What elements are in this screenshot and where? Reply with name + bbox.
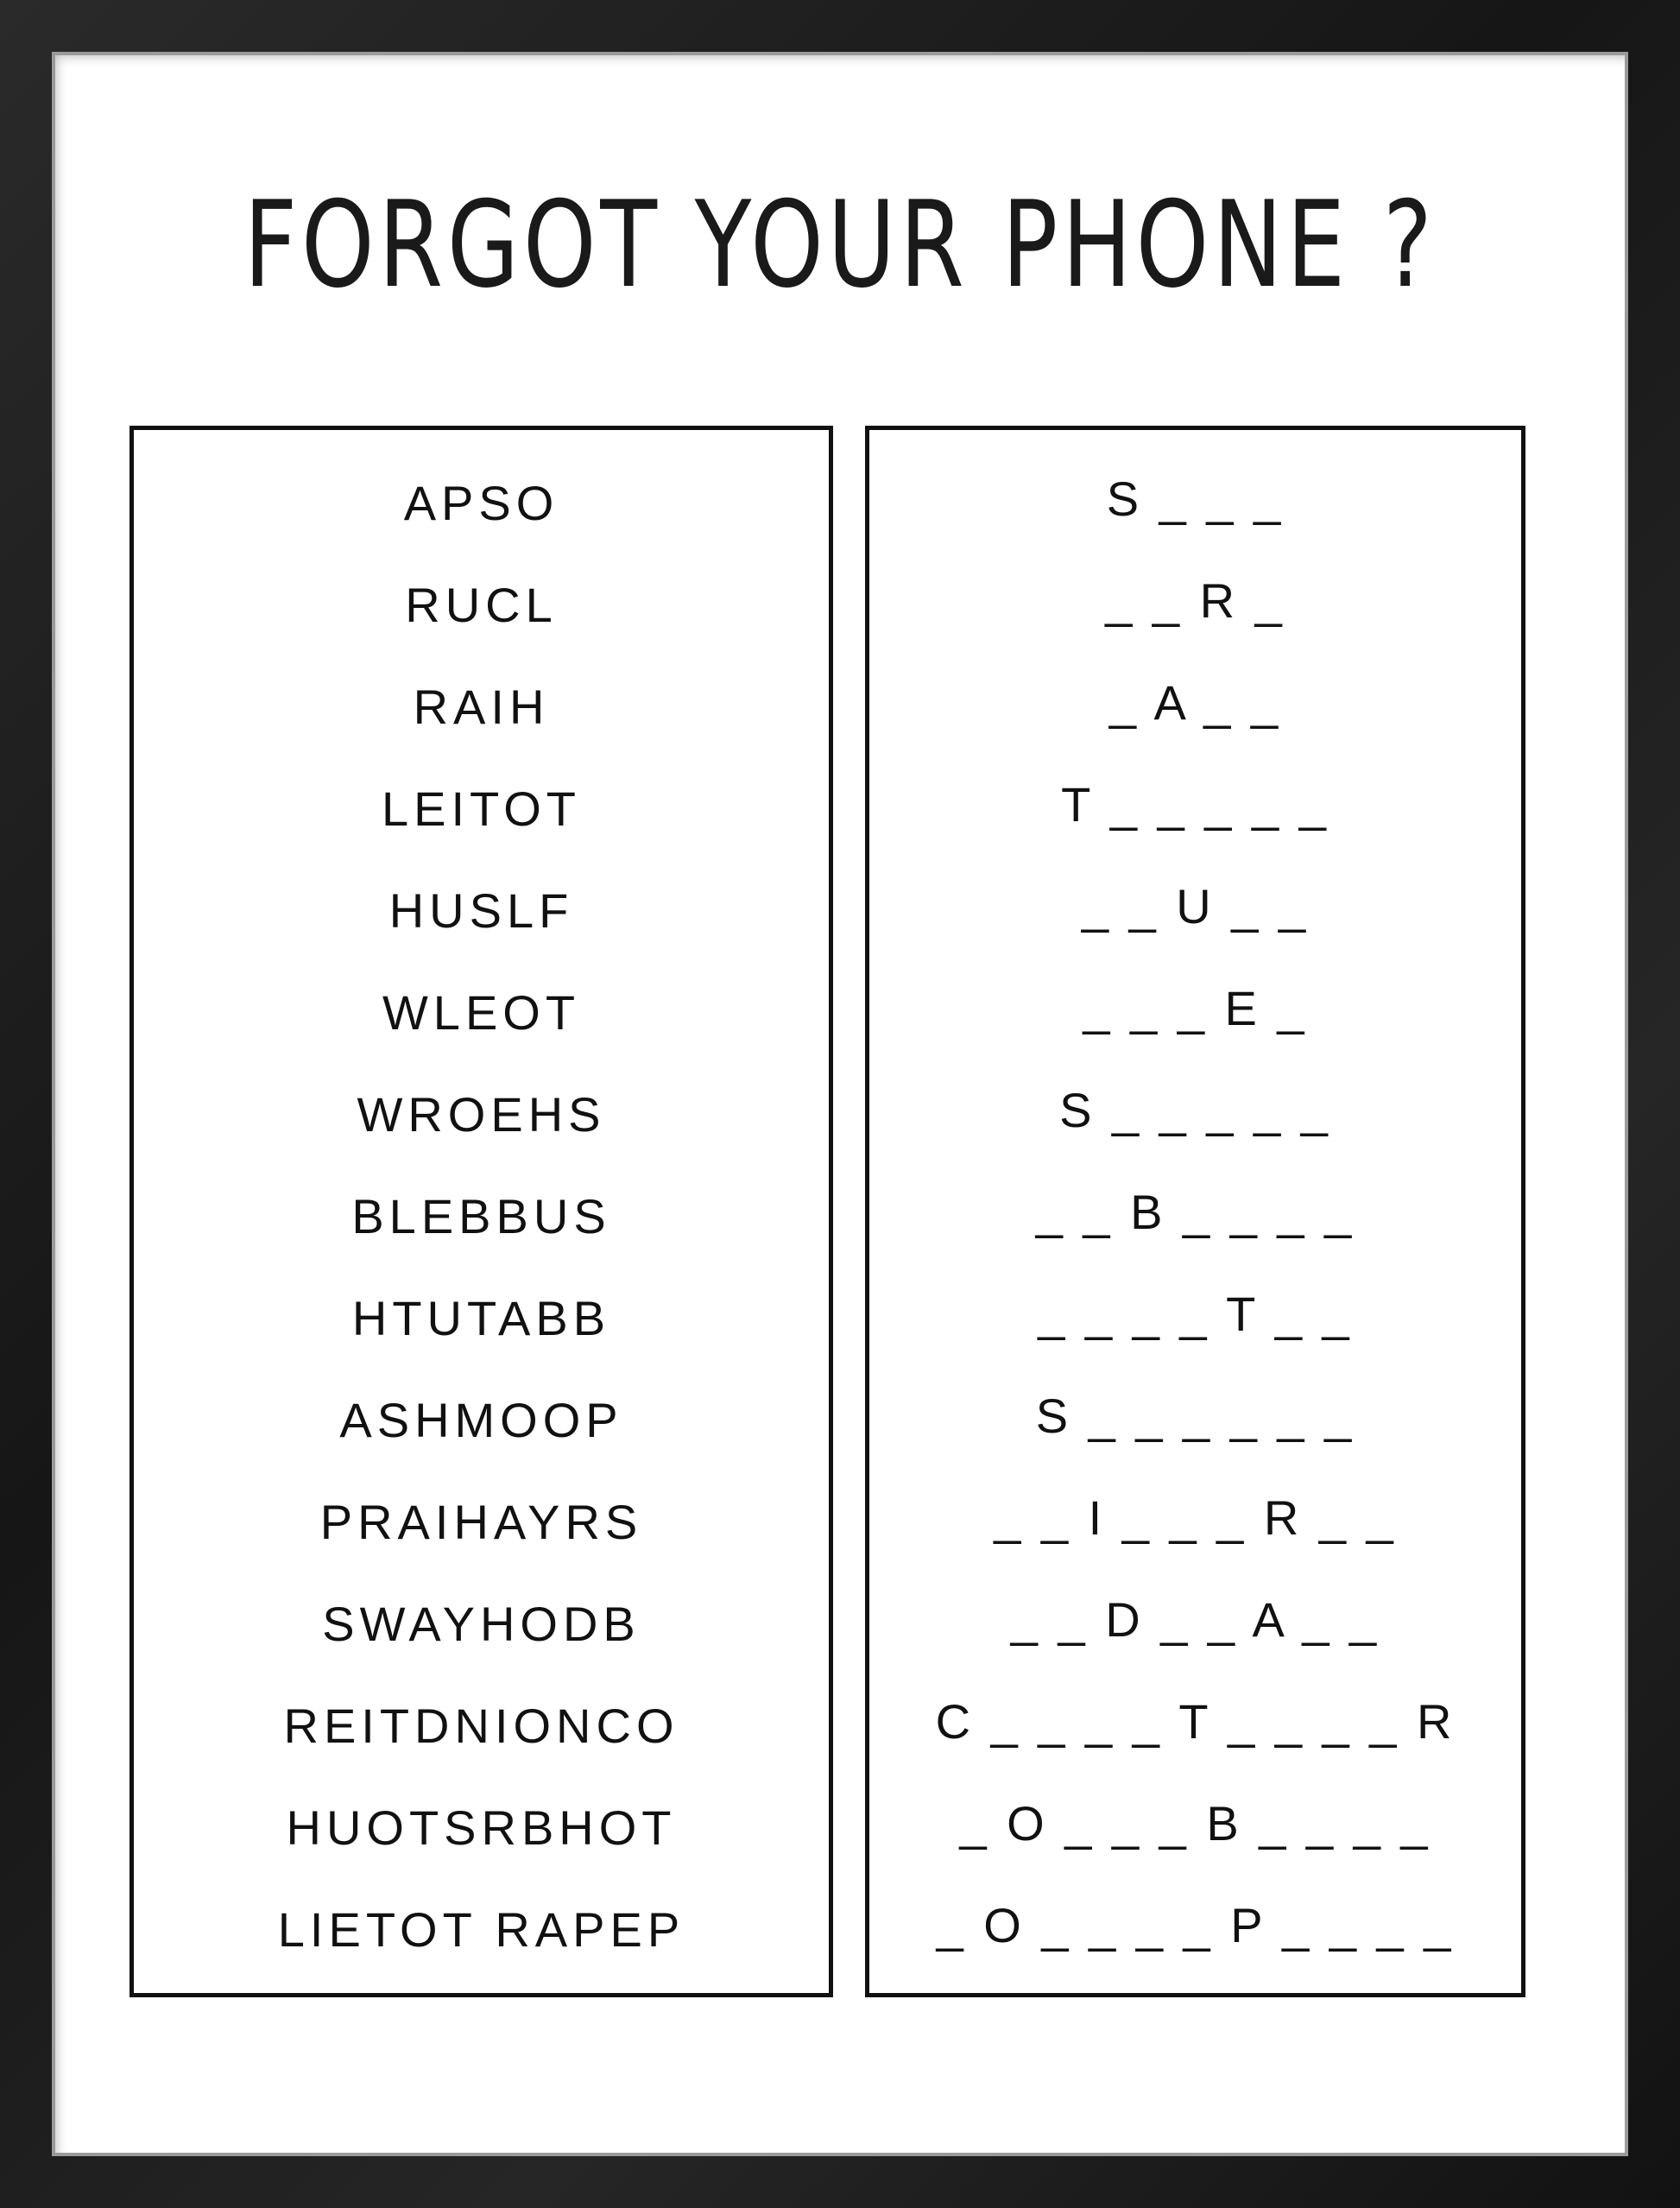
scrambled-word: WLEOT [382, 985, 581, 1040]
answer-hint: T _ _ _ _ _ [1061, 777, 1329, 832]
answer-hint: _ _ U _ _ [1081, 879, 1310, 933]
scrambled-word: RAIH [413, 680, 550, 734]
scrambled-word: LIETOT RAPEP [277, 1902, 685, 1957]
scrambled-word: HUSLF [388, 883, 574, 938]
scrambled-word: SWAYHODB [322, 1597, 641, 1651]
answer-hint: _ O _ _ _ B _ _ _ _ [959, 1796, 1431, 1851]
scrambled-words-box [129, 426, 833, 1997]
scrambled-word: WROEHS [357, 1087, 606, 1142]
scrambled-word: ASHMOOP [339, 1393, 623, 1447]
answer-hint: S _ _ _ _ _ [1059, 1083, 1331, 1137]
answer-hint: S _ _ _ _ _ _ [1035, 1389, 1355, 1443]
answer-hint: _ _ I _ _ _ R _ _ [994, 1490, 1397, 1545]
scrambled-word: LEITOT [381, 781, 581, 836]
poster-title: FORGOT YOUR PHONE ? [243, 175, 1437, 314]
scrambled-word: REITDNIONCO [283, 1699, 679, 1753]
scrambled-word: RUCL [405, 578, 558, 632]
scrambled-word: BLEBBUS [351, 1189, 611, 1243]
answer-hint: _ _ R _ [1105, 573, 1285, 628]
scrambled-word: APSO [403, 476, 559, 530]
answer-hint: _ _ B _ _ _ _ [1035, 1185, 1355, 1239]
answer-hint: C _ _ _ _ T _ _ _ _ R [935, 1694, 1456, 1749]
answer-hint: _ _ D _ _ A _ _ [1010, 1592, 1380, 1647]
answer-hint: _ _ _ E _ [1083, 981, 1308, 1035]
scrambled-word: PRAIHAYRS [319, 1495, 643, 1549]
answer-hint: S _ _ _ [1106, 471, 1285, 526]
scrambled-word: HUOTSRBHOT [286, 1800, 677, 1855]
answer-hints-box [865, 426, 1525, 1997]
answer-hint: _ _ _ _ T _ _ [1038, 1287, 1353, 1341]
answer-hint: _ O _ _ _ _ P _ _ _ _ [936, 1898, 1455, 1952]
answer-hint: _ A _ _ [1108, 675, 1282, 730]
scrambled-word: HTUTABB [351, 1291, 611, 1345]
